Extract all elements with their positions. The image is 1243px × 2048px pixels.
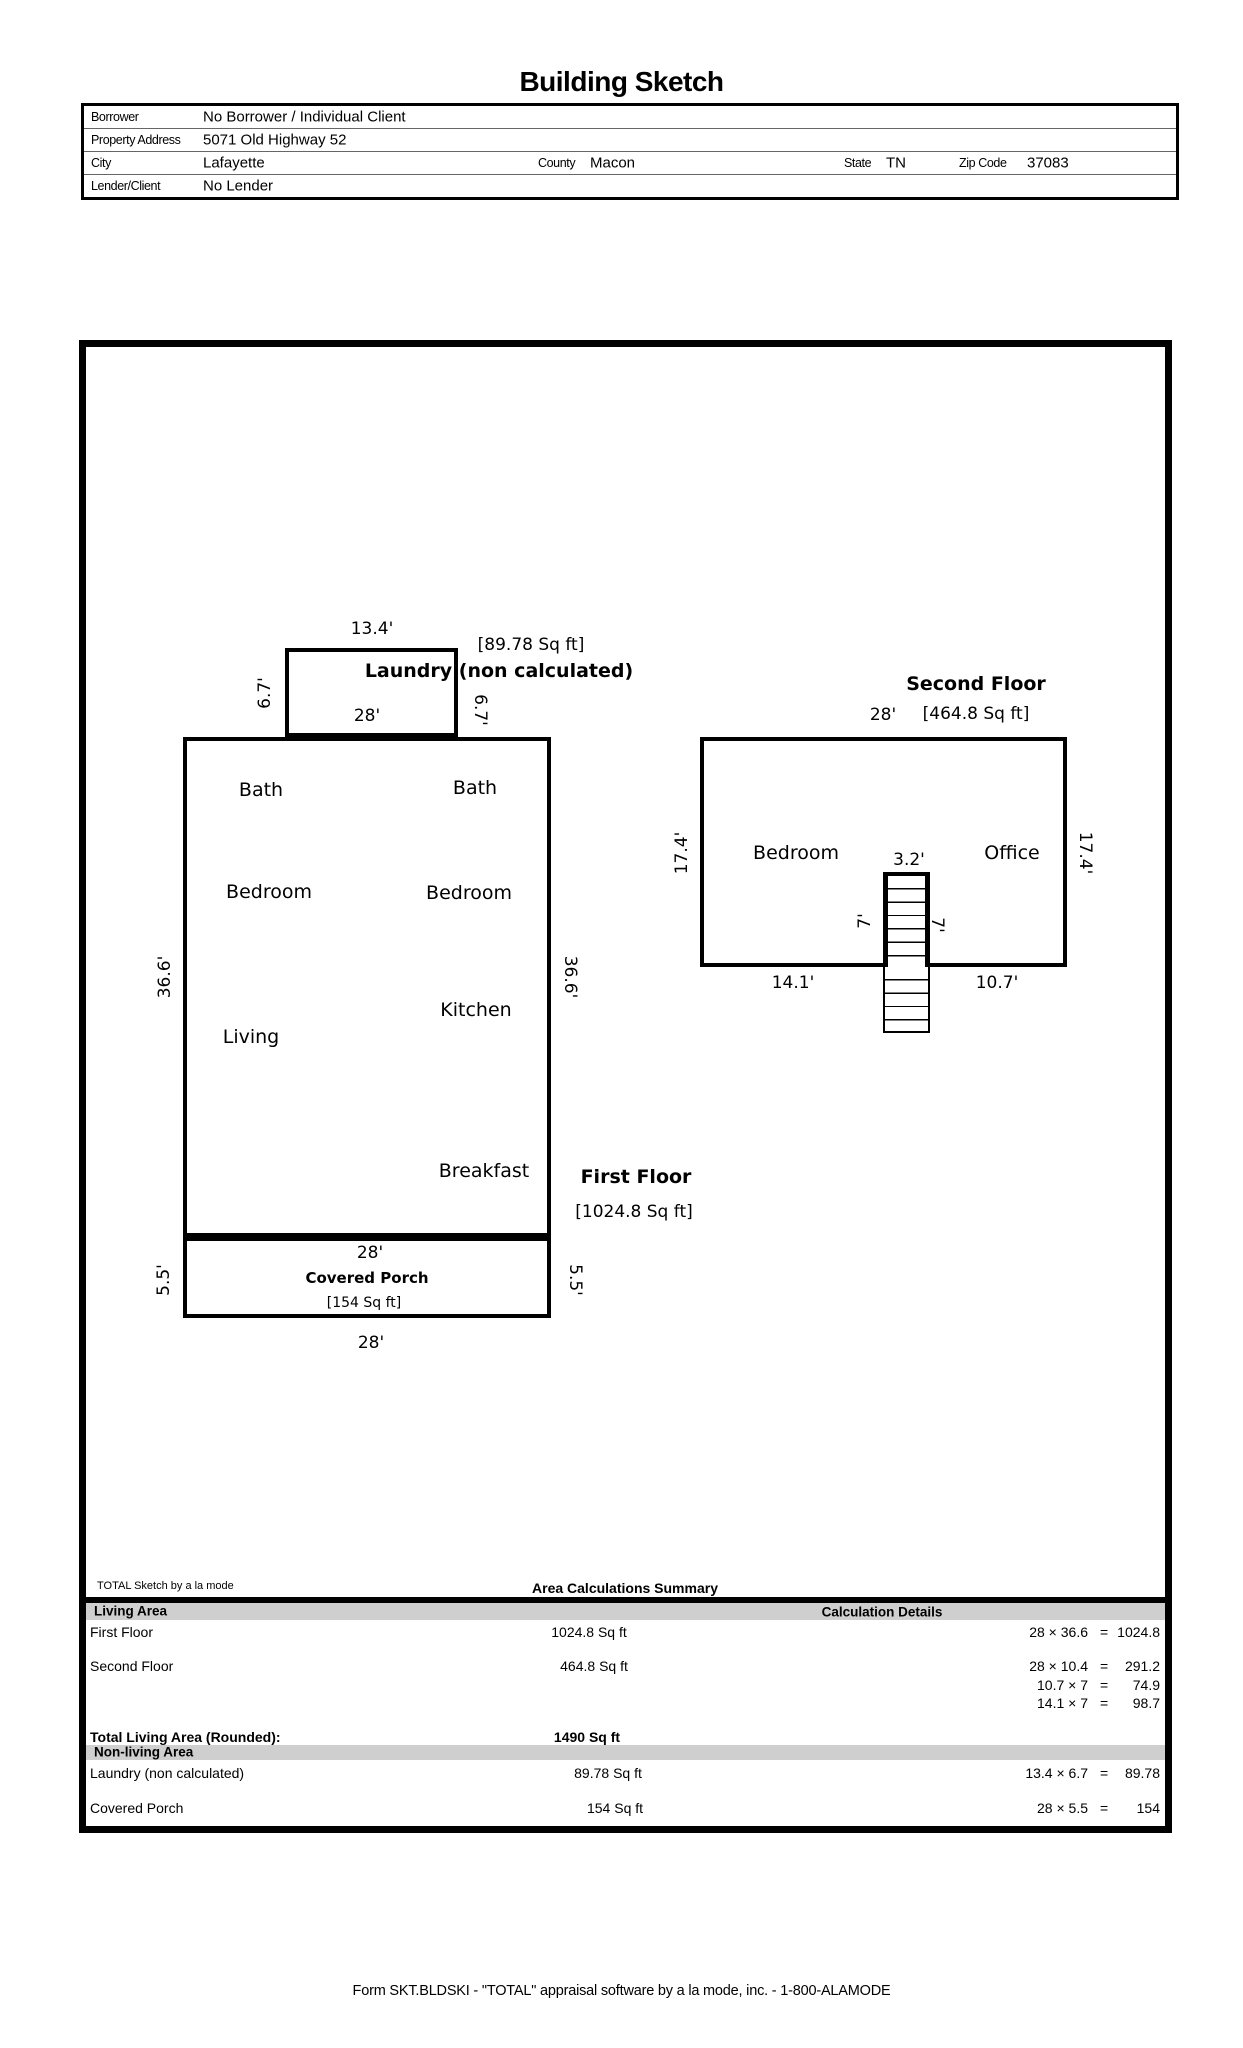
room-label-office: Office bbox=[984, 842, 1040, 864]
porch-dim-left: 5.5' bbox=[154, 1264, 174, 1296]
city-value: Lafayette bbox=[203, 154, 265, 172]
calc-expr: 28 × 5.5 bbox=[1037, 1800, 1088, 1816]
city-label: City bbox=[91, 156, 111, 170]
stair-dim-right: 7' bbox=[927, 917, 947, 933]
room-label-bedroom-right: Bedroom bbox=[426, 882, 512, 904]
second-floor-dim-left: 17.4' bbox=[672, 831, 692, 875]
header-row-lender bbox=[84, 175, 1176, 197]
laundry-area: [89.78 Sq ft] bbox=[477, 635, 585, 655]
total-living-area-value: 1490 Sq ft bbox=[553, 1729, 621, 1745]
second-floor-area: [464.8 Sq ft] bbox=[922, 704, 1030, 724]
lender-label: Lender/Client bbox=[91, 179, 161, 193]
header-row-borrower bbox=[84, 106, 1176, 129]
first-floor-dim-right: 36.6' bbox=[560, 955, 580, 999]
staircase-lower bbox=[883, 967, 930, 1033]
second-floor-dim-right: 17.4' bbox=[1075, 831, 1095, 875]
stair-width-dim: 3.2' bbox=[893, 850, 925, 870]
calc-result: 291.2 bbox=[1124, 1658, 1160, 1674]
calc-result: 154 bbox=[1136, 1800, 1160, 1816]
header-row-property-address bbox=[84, 129, 1176, 152]
calc-equals: = bbox=[1100, 1658, 1109, 1674]
borrower-value: No Borrower / Individual Client bbox=[203, 108, 406, 126]
total-living-area-label: Total Living Area (Rounded): bbox=[90, 1729, 281, 1745]
property-address-label: Property Address bbox=[91, 133, 181, 147]
room-label-living: Living bbox=[222, 1026, 280, 1048]
first-floor-dim-top: 28' bbox=[353, 706, 381, 726]
first-floor-title: First Floor bbox=[580, 1166, 692, 1188]
porch-dim-top: 28' bbox=[356, 1243, 384, 1263]
calc-equals: = bbox=[1100, 1765, 1109, 1781]
county-label: County bbox=[538, 156, 576, 170]
calc-result: 1024.8 bbox=[1117, 1624, 1160, 1640]
calc-result: 89.78 bbox=[1124, 1765, 1160, 1781]
calc-result: 98.7 bbox=[1132, 1695, 1160, 1711]
calc-equals: = bbox=[1100, 1695, 1109, 1711]
calc-equals: = bbox=[1100, 1677, 1109, 1693]
calc-expr: 14.1 × 7 bbox=[1037, 1695, 1088, 1711]
calculation-details-header: Calculation Details bbox=[821, 1604, 943, 1620]
calc-result: 74.9 bbox=[1132, 1677, 1160, 1693]
calc-expr: 28 × 10.4 bbox=[1029, 1658, 1088, 1674]
room-label-breakfast: Breakfast bbox=[438, 1160, 530, 1182]
laundry-dim-right: 6.7' bbox=[470, 694, 490, 726]
sketch-branding: TOTAL Sketch by a la mode bbox=[97, 1580, 234, 1592]
property-address-value: 5071 Old Highway 52 bbox=[203, 131, 347, 149]
porch-dim-bottom: 28' bbox=[357, 1333, 385, 1353]
summary-row-value: 1024.8 Sq ft bbox=[551, 1624, 627, 1640]
first-floor-dim-left: 36.6' bbox=[155, 955, 175, 999]
summary-title: Area Calculations Summary bbox=[532, 1580, 718, 1596]
footer-text: Form SKT.BLDSKI - "TOTAL" appraisal software by a la mode, inc. - 1-800-ALAMODE bbox=[352, 1983, 891, 1999]
page-title: Building Sketch bbox=[519, 66, 724, 97]
header-row-city-county-state-zip bbox=[84, 152, 1176, 175]
living-area-header-bar bbox=[86, 1603, 1165, 1620]
summary-row-name: Laundry (non calculated) bbox=[90, 1765, 245, 1781]
zip-code-label: Zip Code bbox=[959, 156, 1007, 170]
porch-dim-right: 5.5' bbox=[565, 1264, 585, 1296]
second-floor-dim-bottom-right: 10.7' bbox=[975, 973, 1019, 993]
room-label-bedroom-left: Bedroom bbox=[226, 881, 312, 903]
calc-expr: 10.7 × 7 bbox=[1037, 1677, 1088, 1693]
county-value: Macon bbox=[590, 154, 636, 172]
state-value: TN bbox=[886, 154, 906, 172]
living-area-header: Living Area bbox=[94, 1603, 168, 1619]
calc-equals: = bbox=[1100, 1800, 1109, 1816]
porch-area: [154 Sq ft] bbox=[326, 1295, 402, 1311]
summary-row-value: 464.8 Sq ft bbox=[560, 1658, 628, 1674]
first-floor-area: [1024.8 Sq ft] bbox=[575, 1202, 693, 1222]
laundry-dim-top: 13.4' bbox=[350, 619, 394, 639]
calc-expr: 28 × 36.6 bbox=[1029, 1624, 1088, 1640]
laundry-label: Laundry (non calculated) bbox=[364, 660, 634, 682]
room-label-bedroom-2f: Bedroom bbox=[753, 842, 839, 864]
room-label-kitchen: Kitchen bbox=[440, 999, 512, 1021]
calc-expr: 13.4 × 6.7 bbox=[1025, 1765, 1088, 1781]
state-label: State bbox=[844, 156, 872, 170]
summary-row-value: 89.78 Sq ft bbox=[574, 1765, 642, 1781]
summary-row-name: Covered Porch bbox=[90, 1800, 184, 1816]
staircase-upper bbox=[883, 872, 930, 967]
summary-row-name: First Floor bbox=[90, 1624, 153, 1640]
nonliving-area-header: Non-living Area bbox=[94, 1744, 194, 1760]
nonliving-area-header-bar bbox=[86, 1745, 1165, 1760]
laundry-dim-left: 6.7' bbox=[255, 677, 275, 709]
zip-code-value: 37083 bbox=[1027, 154, 1069, 172]
porch-label: Covered Porch bbox=[305, 1269, 429, 1287]
second-floor-dim-top: 28' bbox=[869, 705, 897, 725]
room-label-bath-left: Bath bbox=[238, 779, 284, 801]
borrower-label: Borrower bbox=[91, 110, 139, 124]
lender-value: No Lender bbox=[203, 177, 274, 195]
second-floor-title: Second Floor bbox=[906, 673, 1046, 695]
room-label-bath-right: Bath bbox=[452, 777, 498, 799]
header-table bbox=[81, 103, 1179, 200]
second-floor-dim-bottom-left: 14.1' bbox=[771, 973, 815, 993]
calc-equals: = bbox=[1100, 1624, 1109, 1640]
summary-row-name: Second Floor bbox=[90, 1658, 174, 1674]
stair-dim-left: 7' bbox=[855, 913, 875, 929]
summary-row-value: 154 Sq ft bbox=[586, 1800, 644, 1816]
